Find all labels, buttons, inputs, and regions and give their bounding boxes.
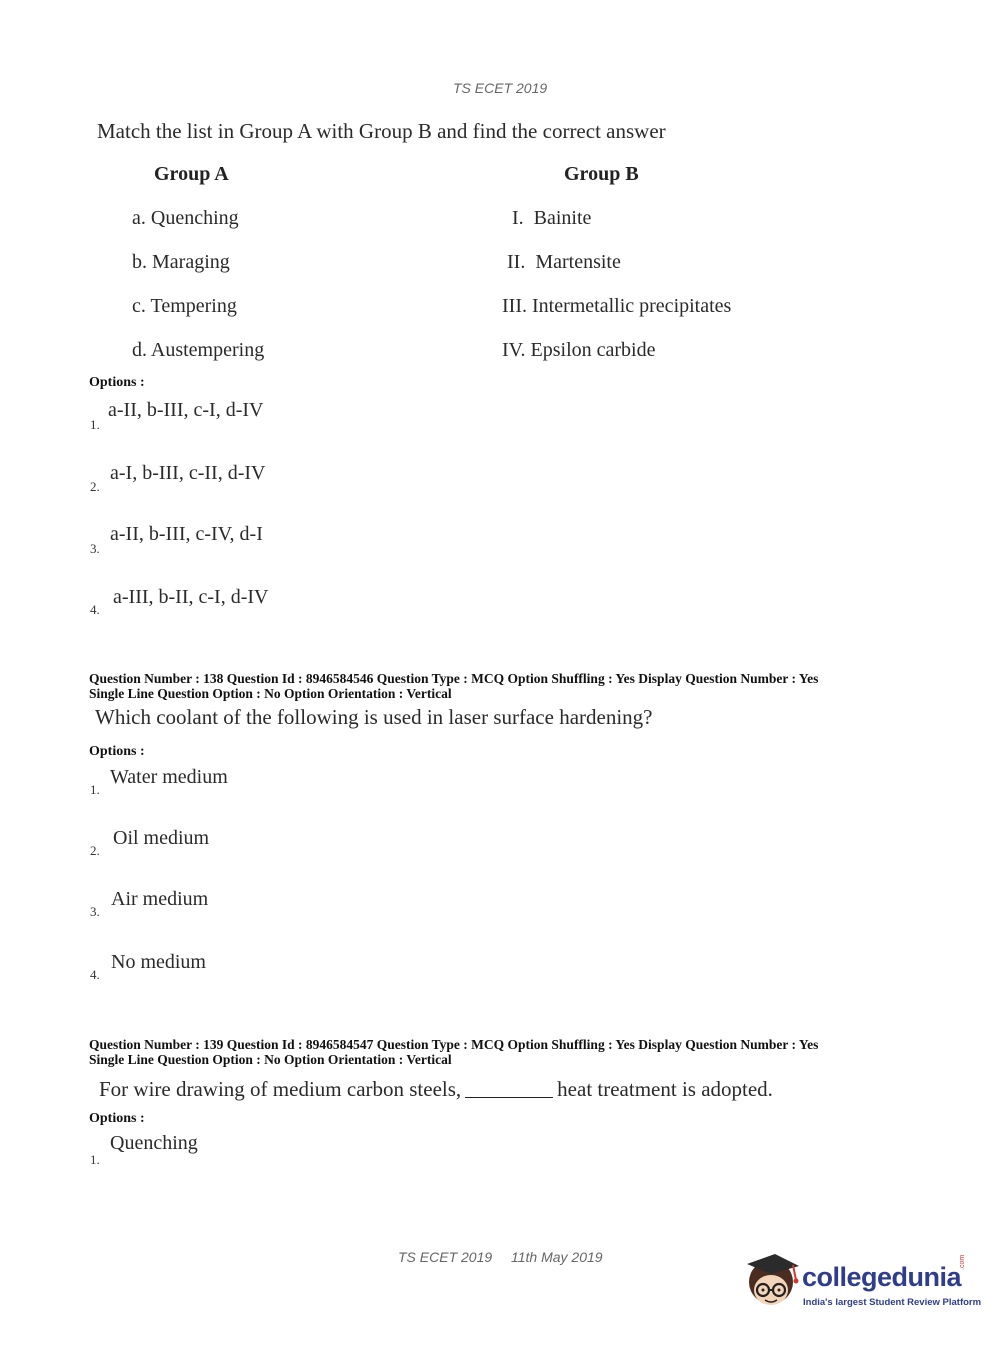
question-138-meta-line1: Question Number : 138 Question Id : 8946584546 Question Type : MCQ Option Shuffling : Yes Display Question Number : Yes <box>89 671 819 686</box>
options-label: Options : <box>89 1111 145 1126</box>
page-header-title: TS ECET 2019 <box>453 80 548 96</box>
question-139-stem-before: For wire drawing of medium carbon steels, <box>99 1077 462 1101</box>
group-b-item: II. Martensite <box>507 251 621 273</box>
group-a-item: c. Tempering <box>132 295 237 317</box>
option-text[interactable]: Quenching <box>110 1132 198 1154</box>
option-number: 2. <box>90 479 100 494</box>
option-text[interactable]: a-II, b-III, c-IV, d-I <box>110 523 263 545</box>
question-138-meta-line2: Single Line Question Option : No Option Orientation : Vertical <box>89 686 452 701</box>
question-139-stem-after: heat treatment is adopted. <box>557 1077 773 1101</box>
group-b-item: IV. Epsilon carbide <box>502 339 656 361</box>
question-139-stem <box>99 1077 773 1102</box>
option-text[interactable]: a-II, b-III, c-I, d-IV <box>108 399 264 421</box>
footer-exam: TS ECET 2019 <box>398 1249 493 1265</box>
options-label: Options : <box>89 375 145 390</box>
option-text[interactable]: a-III, b-II, c-I, d-IV <box>113 586 269 608</box>
mascot-logo-icon <box>741 1250 801 1310</box>
option-number: 1. <box>90 417 100 432</box>
option-text[interactable]: No medium <box>111 951 206 973</box>
option-text[interactable]: Water medium <box>110 766 228 788</box>
question-139-meta-line1: Question Number : 139 Question Id : 8946584547 Question Type : MCQ Option Shuffling : Yes Display Question Number : Yes <box>89 1037 819 1052</box>
option-text[interactable]: a-I, b-III, c-II, d-IV <box>110 462 266 484</box>
brand-logo-text: collegedunia <box>802 1262 962 1292</box>
group-b-item: III. Intermetallic precipitates <box>502 295 732 317</box>
footer-date: 11th May 2019 <box>511 1249 603 1265</box>
option-number: 4. <box>90 967 100 982</box>
option-text[interactable]: Air medium <box>111 888 209 910</box>
option-number: 3. <box>90 541 100 556</box>
fill-in-blank <box>465 1096 553 1098</box>
brand-tagline: India's largest Student Review Platform <box>803 1297 982 1308</box>
group-a-item: b. Maraging <box>132 251 230 273</box>
option-number: 4. <box>90 602 100 617</box>
option-number: 1. <box>90 782 100 797</box>
option-number: 2. <box>90 843 100 858</box>
question-139-meta-line2: Single Line Question Option : No Option Orientation : Vertical <box>89 1052 452 1067</box>
group-b-item: I. Bainite <box>512 207 592 229</box>
question-138-stem: Which coolant of the following is used in laser surface hardening? <box>95 705 653 729</box>
option-number: 3. <box>90 904 100 919</box>
group-a-item: a. Quenching <box>132 207 239 229</box>
brand-logo-suffix: .com <box>959 1254 966 1270</box>
group-a-title: Group A <box>154 163 229 185</box>
group-a-item: d. Austempering <box>132 339 265 361</box>
question-137-stem: Match the list in Group A with Group B and find the correct answer <box>97 119 666 143</box>
option-text[interactable]: Oil medium <box>113 827 210 849</box>
options-label: Options : <box>89 744 145 759</box>
option-number: 1. <box>90 1152 100 1167</box>
group-b-title: Group B <box>564 163 639 185</box>
